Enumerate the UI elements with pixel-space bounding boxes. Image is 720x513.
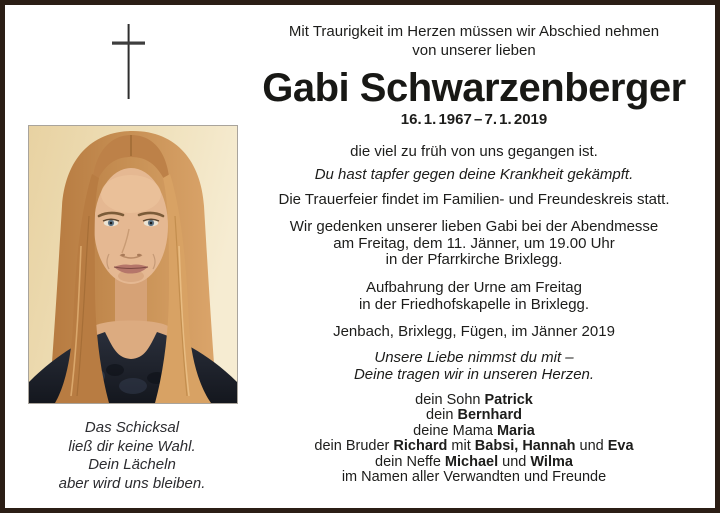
- mourner-role: deine Mama: [413, 422, 497, 439]
- gone-line: die viel zu früh von uns gegangen ist.: [350, 143, 598, 160]
- intro-line: von unserer lieben: [412, 42, 536, 59]
- quote-line: ließ dir keine Wahl.: [68, 437, 196, 455]
- mourner-name: Richard: [393, 438, 448, 455]
- deceased-name: Gabi Schwarzenberger: [262, 66, 686, 110]
- mourner-line: [242, 393, 706, 408]
- intro-line: Mit Traurigkeit im Herzen müssen wir Abschied nehmen: [288, 23, 660, 40]
- mourner-line: [242, 408, 706, 423]
- mourner-role: dein Bruder: [314, 438, 394, 455]
- mourner-role: dein Neffe: [375, 453, 445, 470]
- fought-line: Du hast tapfer gegen deine Krankheit gekämpft.: [314, 166, 634, 183]
- cross-icon: [112, 24, 146, 100]
- service-line: Die Trauerfeier findet im Familien- und Freundeskreis statt.: [278, 191, 670, 208]
- mourner-role: dein Sohn: [415, 392, 485, 408]
- urn-announcement: [242, 280, 706, 313]
- mass-line: in der Pfarrkirche Brixlegg.: [385, 251, 563, 269]
- mourner-conjunction: und: [575, 438, 608, 455]
- life-dates: 16. 1. 1967 – 7. 1. 2019: [400, 111, 548, 128]
- mourner-conjunction: und: [498, 453, 531, 470]
- mourner-line: [242, 424, 706, 439]
- mourner-line: [242, 455, 706, 470]
- portrait-photo: [28, 125, 238, 404]
- mourner-name: Michael: [444, 453, 499, 470]
- mourner-name: Babsi, Hannah: [474, 438, 576, 455]
- mass-announcement: [242, 219, 706, 269]
- quote-line: aber wird uns bleiben.: [58, 474, 206, 492]
- intro-text: [242, 22, 706, 60]
- memorial-quote: [24, 419, 240, 493]
- quote-line: Das Schicksal: [84, 419, 180, 436]
- urn-line: Aufbahrung der Urne am Freitag: [366, 279, 582, 296]
- mourner-role: dein: [426, 407, 458, 424]
- mourner-name: Patrick: [484, 392, 533, 408]
- mourner-name: Bernhard: [457, 407, 522, 424]
- urn-line: in der Friedhofskapelle in Brixlegg.: [358, 295, 590, 313]
- announcement-column: [242, 5, 706, 508]
- mourner-conjunction: mit: [447, 438, 475, 455]
- love-line: Deine tragen wir in unseren Herzen.: [353, 365, 595, 383]
- mourner-name: Wilma: [530, 453, 573, 470]
- mourner-line: [242, 470, 706, 485]
- mourner-name: Maria: [496, 422, 535, 439]
- mourner-closing: im Namen aller Verwandten und Freunde: [341, 469, 607, 486]
- places-line: Jenbach, Brixlegg, Fügen, im Jänner 2019: [333, 323, 615, 340]
- mourner-name: Eva: [607, 438, 634, 455]
- love-line: Unsere Liebe nimmst du mit –: [374, 349, 574, 366]
- mass-line: Wir gedenken unserer lieben Gabi bei der Abendmesse: [289, 218, 659, 235]
- quote-line: Dein Lächeln: [88, 456, 176, 474]
- love-verse: [242, 350, 706, 383]
- mourner-line: [242, 439, 706, 454]
- mass-line: am Freitag, dem 11. Jänner, um 19.00 Uhr: [333, 234, 615, 252]
- mourners-list: [242, 393, 706, 485]
